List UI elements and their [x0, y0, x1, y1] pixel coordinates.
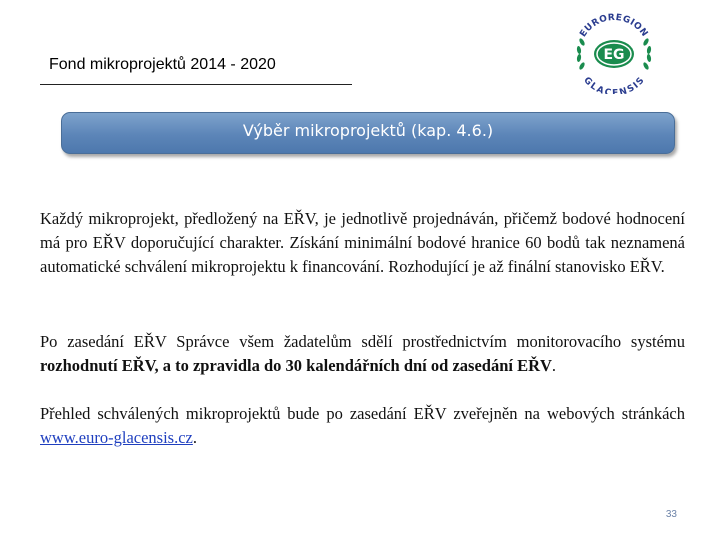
- logo-top-text: EUROREGION: [578, 12, 650, 40]
- euroregion-glacensis-logo: [566, 8, 662, 94]
- website-link[interactable]: www.euro-glacensis.cz: [40, 428, 193, 447]
- paragraph-notification-end: .: [551, 356, 557, 375]
- svg-text:GLACENSIS: [581, 76, 647, 94]
- paragraph-publication: [40, 402, 685, 450]
- logo-monogram: EG: [603, 47, 625, 63]
- logo-graphic: [566, 8, 662, 94]
- page-number: 33: [665, 509, 677, 520]
- header-title: Fond mikroprojektů 2014 - 2020: [49, 56, 276, 73]
- paragraph-notification-start: Po zasedání EŘV Správce všem žadatelům sdělí prostřednictvím monitorovacího systému: [40, 332, 685, 351]
- logo-bottom-text: GLACENSIS: [581, 75, 647, 94]
- paragraph-notification-bold: rozhodnutí EŘV, a to zpravidla do 30 kalendářních dní od zasedání EŘV: [40, 356, 552, 375]
- paragraph-publication-end: .: [192, 428, 197, 447]
- header-divider: [40, 84, 352, 85]
- section-banner: [61, 112, 675, 154]
- banner-title: Výběr mikroprojektů (kap. 4.6.): [242, 121, 494, 140]
- paragraph-evaluation: Každý mikroprojekt, předložený na EŘV, je jednotlivě projednáván, přičemž bodové hodnocení má pro EŘV doporučující charakter. Získání minimální bodové hranice 60 bodů tak neznamená automatické schválení mikroprojektu k financování. Rozhodující je až finální stanovisko EŘV.: [40, 209, 685, 276]
- paragraph-notification: [40, 330, 685, 378]
- svg-text:EUROREGION: [578, 13, 649, 39]
- paragraph-publication-start: Přehled schválených mikroprojektů bude po zasedání EŘV zveřejněn na webových stránkách: [40, 404, 685, 423]
